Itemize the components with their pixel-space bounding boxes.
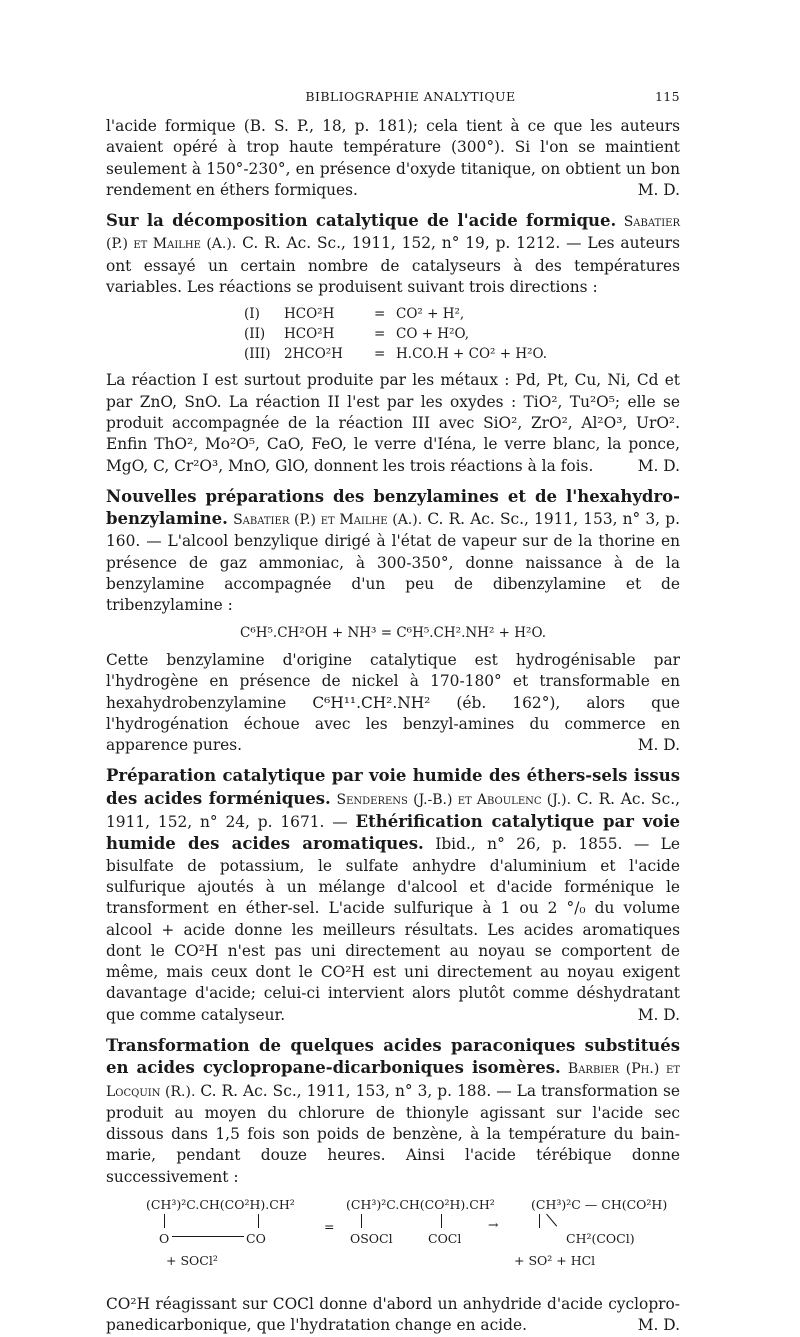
bond-line [539, 1214, 540, 1228]
bond-line [361, 1214, 362, 1228]
signature: M. D. [637, 456, 680, 475]
entry-benzylamines [106, 486, 680, 757]
signature: M. D. [637, 736, 680, 755]
reaction-equations: (I) HCO²H = CO² + H², (II) HCO²H = CO + H²O, (III) 2HCO²H = H.CO.H + CO² + H²O. [244, 306, 548, 363]
reaction-formula: C⁶H⁵.CH²OH + NH³ = C⁶H⁵.CH².NH² + H²O. [239, 624, 547, 641]
page-number: 115 [654, 89, 680, 104]
entry-reference: C. R. Ac. Sc., 1911, 152, n° 19, p. 1212. — Les auteurs ont essayé un certain nombre de catalyseurs à des températures variables. Les réactions se produisent suivant trois directions : [106, 234, 680, 297]
entry-continuation: l'acide formique (B. S. P., 18, p. 181); cela tient à ce que les auteurs avaient opéré à trop haute température (300°). Si l'on se maintient seulement à 150°-230°, en présence d'oxyde titanique, on obtient un bon rendement en éthers formiques. M. D. [106, 116, 680, 201]
bond-line [546, 1214, 557, 1227]
signature: M. D. [637, 1005, 680, 1024]
header-title: BIBLIOGRAPHIE ANALYTIQUE [305, 89, 516, 104]
entry-body: Cette benzylamine d'origine catalytique est hydrogénisable par l'hydrogène en présence de nickel à 170-180° et transformable en hexahydrobenzylamine C⁶H¹¹.CH².NH² (éb. 162°), alors que l'hydrogénation échoue avec les benzyl-amines du commerce en apparence pures. [106, 650, 680, 755]
entry-ethers-sels [106, 765, 680, 1026]
bond-line [172, 1236, 244, 1237]
entry-authors: Barbier (Ph.) et Locquin (R.). [106, 1061, 680, 1100]
running-header [106, 86, 680, 116]
entry-formic-acid [106, 210, 680, 477]
bond-line [164, 1214, 165, 1228]
entry-authors: Sabatier (P.) et Mailhe (A.). [233, 512, 423, 529]
entry-reference: C. R. Ac. Sc., 1911, 152, n° 24, p. 1671. — [106, 789, 680, 832]
signature: M. D. [637, 1316, 680, 1335]
entry-title: Sur la décomposition catalytique de l'acide formique. [106, 211, 617, 231]
entry-body: CO²H réagissant sur COCl donne d'abord un anhydride d'acide cyclopro-panedicarbonique, que l'hydratation change en acide. [106, 1295, 680, 1335]
entry-body: La réaction I est surtout produite par les métaux : Pd, Pt, Cu, Ni, Cd et par ZnO, SnO. La réaction II l'est par les oxydes : TiO², Tu²O⁵; elle se produit accompagnée de la réaction III avec SiO², ZrO², Al²O³, UrO². Enfin ThO², Mo²O⁵, CaO, FeO, le verre d'Iéna, le verre blanc, la ponce, MgO, C, Cr²O³, MnO, GlO, donnent les trois réactions à la fois. [106, 371, 680, 475]
bond-line [441, 1214, 442, 1228]
entry-title: Transformation de quelques acides paraconiques substitués en acides cyclopropane-dicarboniques isomères. [106, 1035, 680, 1078]
entry-reference: C. R. Ac. Sc., 1911, 153, n° 3, p. 160. — L'alcool benzylique dirigé à l'état de vapeur sur de la thorine en présence de gaz ammoniac, à 300-350°, donne naissance à de la benzylamine accompagnée d'un peu de dibenzylamine et de tribenzylamine : [106, 510, 680, 615]
entry-title: Nouvelles préparations des benzylamines et de l'hexahydro-benzylamine. [106, 486, 680, 529]
entry-reference: C. R. Ac. Sc., 1911, 153, n° 3, p. 188. — La transformation se produit au moyen du chlorure de thionyle agissant sur l'acide sec dissous dans 1,5 fois son poids de benzène, à la température du bain-marie, pendant douze heures. Ainsi l'acide térébique donne successivement : [106, 1081, 680, 1186]
document-page [106, 86, 680, 1337]
reaction-scheme: (CH³)²C.CH(CO²H).CH² O CO + SOCl² = (CH³)²C.CH(CO²H).CH² OSOCl COCl → (CH³)²C — CH(CO²H) CH²(COCl) + SO² + HCl [146, 1197, 668, 1269]
entry-title: Préparation catalytique par voie humide des éthers-sels issus des acides forméniques. [106, 766, 680, 808]
entry-subtitle: Ethérification catalytique par voie humide des acides aromatiques. [106, 812, 680, 854]
entry-paraconic-acids [106, 1035, 680, 1337]
bond-line [258, 1214, 259, 1228]
entry-authors: Senderens (J.-B.) et Aboulenc (J.). [336, 791, 572, 808]
entry-authors: Sabatier (P.) et Mailhe (A.). [106, 214, 680, 253]
signature: M. D. [637, 180, 680, 199]
entry-body: Ibid., n° 26, p. 1855. — Le bisulfate de potassium, le sulfate anhydre d'aluminium et l'acide sulfurique ajoutés à un mélange d'alcool et d'acide forménique le transforment en éther-sel. L'acide sulfurique à 1 ou 2 °/₀ du volume alcool + acide donne les meilleurs résultats. Les acides aromatiques dont le CO²H n'est pas uni directement au noyau se comportent de même, mais ceux dont le CO²H est uni directement au noyau exigent davantage d'acide; celui-ci intervient alors plutôt comme déshydratant que comme catalyseur. [106, 835, 681, 1024]
